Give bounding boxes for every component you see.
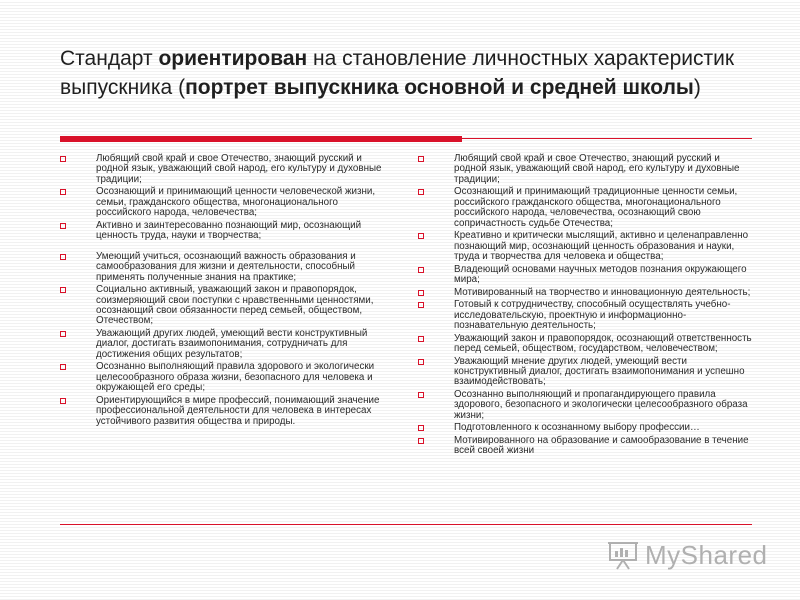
- square-bullet-icon: [60, 156, 66, 162]
- square-bullet-icon: [418, 290, 424, 296]
- list-item: [418, 423, 753, 433]
- presentation-board-icon: [607, 539, 639, 571]
- slide-title: [60, 44, 760, 102]
- square-bullet-icon: [418, 392, 424, 398]
- square-bullet-icon: [418, 267, 424, 273]
- list-item: [418, 334, 753, 355]
- square-bullet-icon: [418, 359, 424, 365]
- title-part-1: Стандарт: [60, 47, 159, 70]
- list-item-text: Любящий свой край и свое Отечество, знающий русский и родной язык, уважающий свой народ, его культуру и духовные традиции;: [454, 153, 740, 185]
- list-item: [60, 187, 395, 218]
- list-item-text: Осознающий и принимающий традиционные ценности семьи, российского гражданского общества, многонационального российского народа, человечества, осознающий свою сопричастность судьбе Отечества;: [454, 186, 738, 229]
- square-bullet-icon: [418, 233, 424, 239]
- list-item: [60, 396, 395, 427]
- list-item-text: Осознанно выполняющий и пропагандирующего правила здорового, безопасного и экологически целесообразного образа жизни;: [454, 389, 748, 421]
- list-item: [60, 329, 395, 360]
- square-bullet-icon: [60, 189, 66, 195]
- left-column-list: [60, 154, 395, 429]
- list-item-text: Социально активный, уважающий закон и правопорядок, соизмеряющий свои поступки с нравственными ценностями, осознающий свои обязанности перед семьей, обществом, Отечеством;: [96, 284, 374, 327]
- list-item: [418, 154, 753, 185]
- list-item-text: Уважающий мнение других людей, умеющий вести конструктивный диалог, достигать взаимопонимания и успешно взаимодействовать;: [454, 355, 745, 388]
- list-item: [418, 288, 753, 298]
- square-bullet-icon: [60, 223, 66, 229]
- myshared-logo[interactable]: [607, 538, 768, 572]
- title-part-4: портрет выпускника основной и средней школы: [185, 76, 694, 99]
- square-bullet-icon: [418, 189, 424, 195]
- square-bullet-icon: [60, 287, 66, 293]
- list-item: [418, 187, 753, 229]
- bottom-divider-line: [60, 524, 752, 525]
- list-item: [418, 390, 753, 421]
- list-item: [60, 252, 395, 283]
- list-item: [60, 154, 395, 185]
- list-item: [60, 221, 395, 242]
- square-bullet-icon: [60, 331, 66, 337]
- square-bullet-icon: [418, 425, 424, 431]
- list-item: [60, 362, 395, 393]
- list-item-text: Мотивированный на творчество и инновационную деятельность;: [454, 286, 751, 298]
- list-item: [418, 300, 753, 331]
- top-divider-line: [462, 138, 752, 139]
- square-bullet-icon: [60, 364, 66, 370]
- list-item: [418, 231, 753, 262]
- list-item-text: Креативно и критически мыслящий, активно и целенаправленно познающий мир, осознающий ценность образования и науки, труда и творчества для человека и общества;: [454, 230, 749, 263]
- right-column-list: [418, 154, 753, 459]
- list-item: [418, 436, 753, 457]
- list-item-text: Ориентирующийся в мире профессий, понимающий значение профессиональной деятельности для человека в интересах устойчивого развития общества и природы.: [96, 394, 380, 427]
- square-bullet-icon: [418, 438, 424, 444]
- list-item-text: Готовый к сотрудничеству, способный осуществлять учебно-исследовательскую, проектную и информационно-познавательную деятельность;: [454, 299, 731, 332]
- list-item-text: Осознающий и принимающий ценности человеческой жизни, семьи, гражданского общества, многонационального российского народа, человечества;: [96, 186, 376, 219]
- logo-text: MyShared: [645, 539, 768, 570]
- list-item-text: Умеющий учиться, осознающий важность образования и самообразования для жизни и деятельности, способный применять полученные знания на практике;: [96, 250, 356, 283]
- square-bullet-icon: [60, 398, 66, 404]
- title-part-5: ): [693, 76, 701, 99]
- square-bullet-icon: [418, 302, 424, 308]
- square-bullet-icon: [418, 336, 424, 342]
- list-item: [60, 285, 395, 327]
- list-item-text: Владеющий основами научных методов познания окружающего мира;: [454, 263, 747, 286]
- list-item: [418, 357, 753, 388]
- square-bullet-icon: [60, 254, 66, 260]
- list-item-text: Осознанно выполняющий правила здорового и экологически целесообразного образа жизни, безопасного для человека и окружающей его среды;: [96, 361, 375, 394]
- top-accent-bar: [60, 136, 462, 142]
- list-item-text: Любящий свой край и свое Отечество, знающий русский и родной язык, уважающий свой народ, его культуру и духовные традиции;: [96, 153, 382, 185]
- list-item-text: Мотивированного на образование и самообразование в течение всей своей жизни: [454, 435, 749, 457]
- title-part-2: ориентирован: [158, 47, 308, 70]
- list-item-text: Подготовленного к осознанному выбору профессии…: [454, 422, 700, 434]
- list-item-text: Уважающий закон и правопорядок, осознающий ответственность перед семьей, обществом, государством, человечеством;: [454, 332, 752, 355]
- square-bullet-icon: [418, 156, 424, 162]
- list-item: [418, 265, 753, 286]
- title-part-3: на становление личностных характеристик выпускника (: [60, 47, 735, 99]
- list-item-text: Уважающий других людей, умеющий вести конструктивный диалог, достигать взаимопонимания, сотрудничать для достижения общих результатов;: [96, 328, 368, 360]
- list-item-text: Активно и заинтересованно познающий мир, осознающий ценность труда, науки и творчества;: [96, 219, 362, 242]
